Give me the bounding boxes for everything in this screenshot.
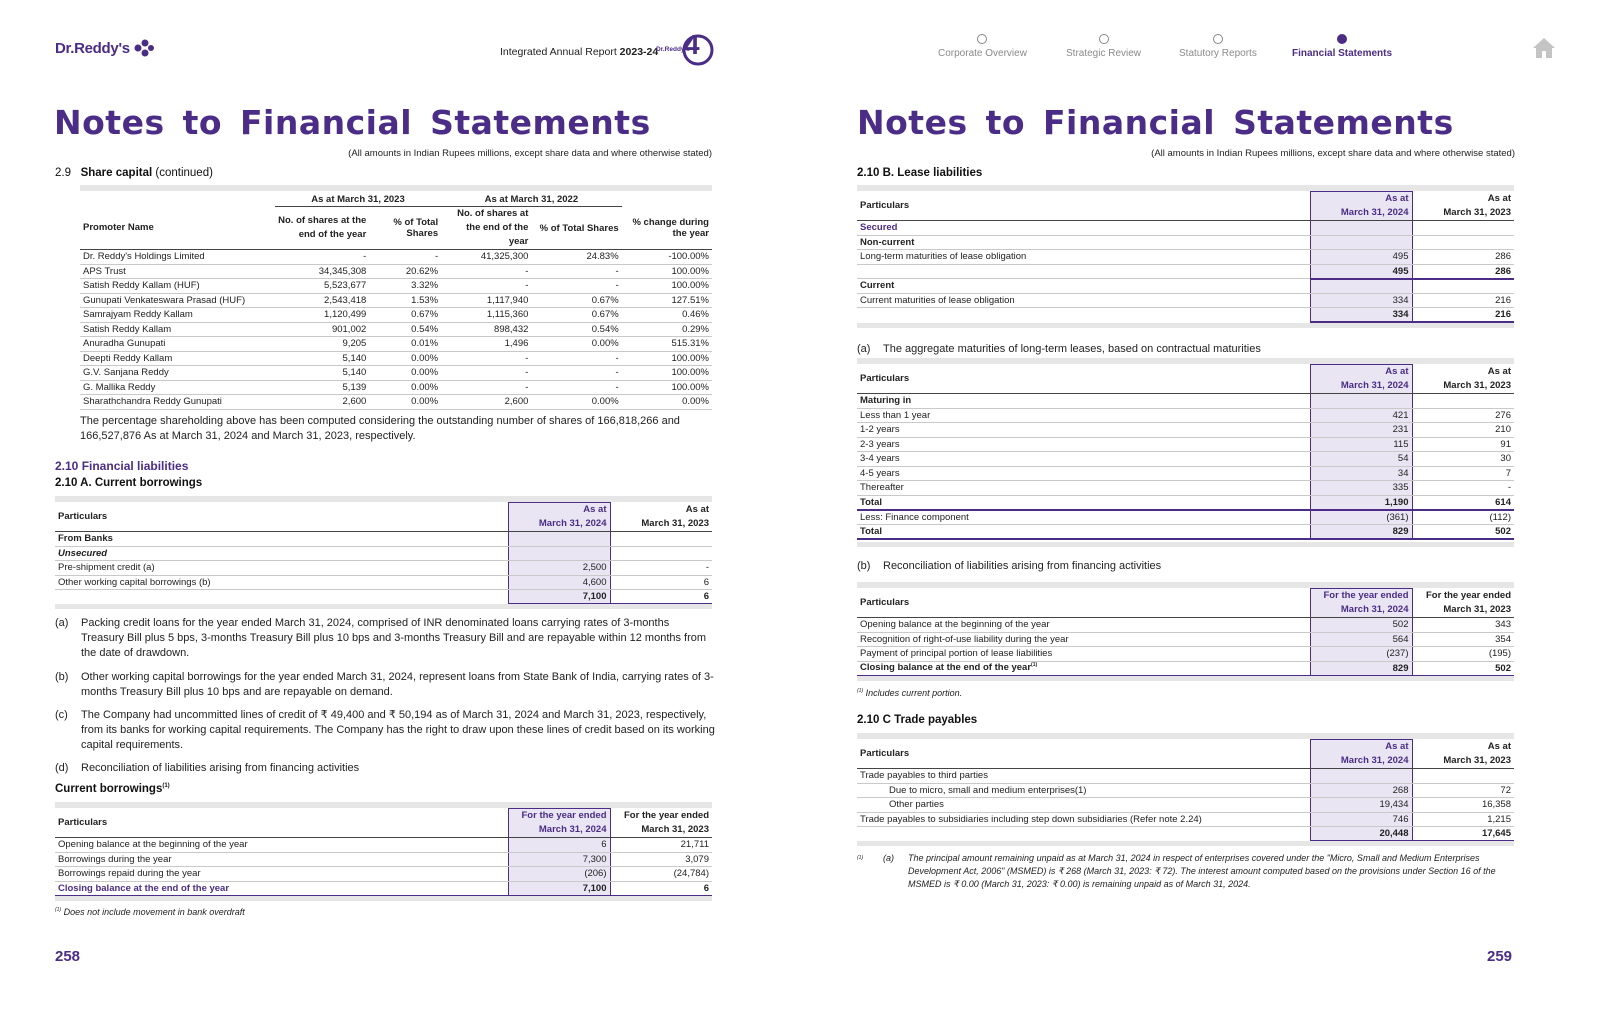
amount-note-left: (All amounts in Indian Rupees millions, except share data and where otherwise stated) xyxy=(348,148,712,159)
note-b: (b) Other working capital borrowings for the year ended March 31, 2024, represent loans from State Bank of India, carrying rates of 3-months Treasury Bill plus 10 bps and are repayable on demand. xyxy=(55,671,714,698)
maturities-caption: (a) The aggregate maturities of long-term leases, based on contractual maturities xyxy=(857,343,1261,355)
anniversary-badge xyxy=(656,24,714,71)
promoter-row: Satish Reddy Kallam 901,002 0.54% 898,432 0.54% 0.29% xyxy=(80,322,712,337)
report-title: Integrated Annual Report 2023-24 xyxy=(500,46,659,58)
promoter-row: Samrajyam Reddy Kallam 1,120,499 0.67% 1,115,360 0.67% 0.46% xyxy=(80,308,712,323)
promoter-row: Gunupati Venkateswara Prasad (HUF) 2,543,418 1.53% 1,117,940 0.67% 127.51% xyxy=(80,293,712,308)
current-borrowings-title: 2.10 A. Current borrowings xyxy=(55,477,203,489)
trade-payables-title: 2.10 C Trade payables xyxy=(857,714,978,726)
page-number-left: 258 xyxy=(55,948,81,965)
maturity-row: 1-2 years 231 210 xyxy=(857,423,1514,438)
promoter-row: G. Mallika Reddy 5,139 0.00% - - 100.00% xyxy=(80,380,712,395)
nav-corporate-overview[interactable]: Corporate Overview xyxy=(938,34,1027,59)
lease-reconciliation-table: Particulars For the year ended March 31, 2024 For the year ended March 31, 2023 Opening balance at the beginning of the year 502 343 Recognition of right-of-use liability during the year 564 354 Payment of principal portion of lease liabilities (237) (195) Closing balance at the end of the year$^{(1)}$ 829 502 xyxy=(857,588,1514,677)
badge-text: Dr.Reddy's xyxy=(656,46,690,53)
borrowings-reconciliation-table: Particulars For the year ended March 31, 2024 For the year ended March 31, 2023 Opening balance at the beginning of the year 6 21,711 Borrowings during the year 7,300 3,079 Borrowings repaid during the year (206) (24,784) Closing balance at the end of the year 7,100 6 xyxy=(55,808,712,897)
maturity-row: 2-3 years 115 91 xyxy=(857,437,1514,452)
trade-payables-table: Particulars As at March 31, 2024 As at March 31, 2023 Trade payables to third parties Due to micro, small and medium enterprises(1) 268 72 Other parties 19,434 16,358 Trade payables to subsidiaries including step down subsidiaries (Refer note 2.24) 746 1,215 20,448 17,645 xyxy=(857,739,1514,842)
nav-dot-icon xyxy=(977,34,987,44)
maturity-row: 3-4 years 54 30 xyxy=(857,452,1514,467)
note-c: (c) The Company had uncommitted lines of credit of ₹ 49,400 and ₹ 50,194 as of March 31, 2024 and March 31, 2023, respectively, from its banks for working capital requirements. The Company has the right to draw upon these lines of credit based on its working capital requirements. xyxy=(55,709,715,751)
amount-note-right: (All amounts in Indian Rupees millions, except share data and where otherwise stated) xyxy=(1151,148,1515,159)
page-title-left: Notes to Financial Statements xyxy=(54,103,651,142)
financial-liabilities-title: 2.10 Financial liabilities xyxy=(55,459,189,473)
lease-maturity-table: Particulars As at March 31, 2024 As at March 31, 2023 Maturing in Less than 1 year 421 276 1-2 years 231 210 2-3 years 115 91 3-4 years 54 30 4-5 years 34 7 Thereafter 335 - Total 1,190 614 Less: Finance component (361) (112) Total 829 502 xyxy=(857,364,1514,540)
nav-financial-statements[interactable]: Financial Statements xyxy=(1292,34,1392,59)
maturity-row: Thereafter 335 - xyxy=(857,481,1514,496)
promoter-row: Dr. Reddy's Holdings Limited - - 41,325,300 24.83% -100.00% xyxy=(80,250,712,265)
promoter-row: APS Trust 34,345,308 20.62% - - 100.00% xyxy=(80,264,712,279)
footnote-msmed: (1) (a) The principal amount remaining unpaid as at March 31, 2024 in respect of enterprises covered under the "Micro, Small and Medium Enterprises Development Act, 2006" (MSMED) is ₹ 268 (March 31, 2023: ₹ 72). The interest amount computed based on the provisions under Section 16 of the MSMED is ₹ 0.00 (March 31, 2023: ₹ 0.00) is remaining unpaid as of March 31, 2024. xyxy=(857,853,1496,889)
share-paragraph: The percentage shareholding above has been computed considering the outstanding number of shares of 166,818,266 and 166,527,876 As at March 31, 2024 and March 31, 2023, respectively. xyxy=(80,415,680,442)
promoter-table: As at March 31, 2023 As at March 31, 2022 Promoter Name No. of shares at the end of the year % of Total Shares No. of shares at the end of the year % of Total Shares % change during the year Dr. Reddy's Holdings Limited - - 41,325,300 24.83% -100.00% APS Trust 34,345,308 20.62% - - 100.00% Satish Reddy Kallam (HUF) 5,523,677 3.32% - - 100.00% Gunupati Venkateswara Prasad (HUF) 2,543,418 1.53% 1,117,940 0.67% 127.51% Samrajyam Reddy Kallam 1,120,499 0.67% 1,115,360 0.67% 0.46% Satish Reddy Kallam 901,002 0.54% 898,432 0.54% 0.29% Anuradha Gunupati 9,205 0.01% 1,496 0.00% 515.31% Deepti Reddy Kallam 5,140 0.00% - - 100.00% G.V. Sanjana Reddy 5,140 0.00% - - 100.00% G. Mallika Reddy 5,139 0.00% - - 100.00% Sharathchandra Reddy Gunupati 2,600 0.00% 2,600 0.00% 0.00% xyxy=(80,192,712,410)
reconciliation-caption: (b) Reconciliation of liabilities arising from financing activities xyxy=(857,560,1162,572)
footnote-left: $^{(1)}$ Does not include movement in bank overdraft xyxy=(55,907,245,917)
section-share-capital: 2.9 Share capital (continued) xyxy=(55,167,213,179)
brand-logo[interactable] xyxy=(55,38,156,58)
promoter-row: Sharathchandra Reddy Gunupati 2,600 0.00% 2,600 0.00% 0.00% xyxy=(80,395,712,410)
page-number-right: 259 xyxy=(1487,948,1513,965)
maturity-row: 4-5 years 34 7 xyxy=(857,466,1514,481)
promoter-row: Anuradha Gunupati 9,205 0.01% 1,496 0.00% 515.31% xyxy=(80,337,712,352)
home-button[interactable] xyxy=(1532,37,1556,64)
current-borrowings-subtitle: Current borrowings$^{(1)}$ xyxy=(55,783,170,795)
nav-statutory-reports[interactable]: Statutory Reports xyxy=(1179,34,1257,59)
nav-dot-icon xyxy=(1099,34,1109,44)
promoter-row: Satish Reddy Kallam (HUF) 5,523,677 3.32% - - 100.00% xyxy=(80,279,712,294)
note-a: (a) Packing credit loans for the year ended March 31, 2024, comprised of INR denominated loans carrying rates of 3-months Treasury Bill plus 5 bps, 3-months Treasury Bill plus 10 bps and 3-months Treasury Bill and are repayable within 12 months from the date of drawdown. xyxy=(55,617,707,659)
nav-dot-icon xyxy=(1337,34,1347,44)
page-title-right: Notes to Financial Statements xyxy=(857,103,1454,142)
lease-liabilities-table: Particulars As at March 31, 2024 As at March 31, 2023 Secured Non-current Long-term maturities of lease obligation 495 286 495 286 Current Current maturities of lease obligation 334 216 334 216 xyxy=(857,191,1514,323)
molecule-logo-icon xyxy=(132,38,156,58)
promoter-row: G.V. Sanjana Reddy 5,140 0.00% - - 100.00% xyxy=(80,366,712,381)
home-icon xyxy=(1532,37,1556,59)
current-borrowings-table: Particulars As at March 31, 2024 As at March 31, 2023 From Banks Unsecured Pre-shipment credit (a) 2,500 - Other working capital borrowings (b) 4,600 6 7,100 6 xyxy=(55,502,712,605)
nav-dot-icon xyxy=(1213,34,1223,44)
forty-years-icon xyxy=(662,24,714,66)
promoter-row: Deepti Reddy Kallam 5,140 0.00% - - 100.00% xyxy=(80,351,712,366)
note-d: (d) Reconciliation of liabilities arising from financing activities xyxy=(55,762,360,774)
lease-liabilities-title: 2.10 B. Lease liabilities xyxy=(857,167,983,179)
maturity-row: Less than 1 year 421 276 xyxy=(857,408,1514,423)
brand-name: Dr.Reddy's xyxy=(55,39,130,57)
nav-strategic-review[interactable]: Strategic Review xyxy=(1066,34,1141,59)
footnote-current-portion: $^{(1)}$ Includes current portion. xyxy=(857,688,963,698)
svg-text:4: 4 xyxy=(684,29,700,60)
